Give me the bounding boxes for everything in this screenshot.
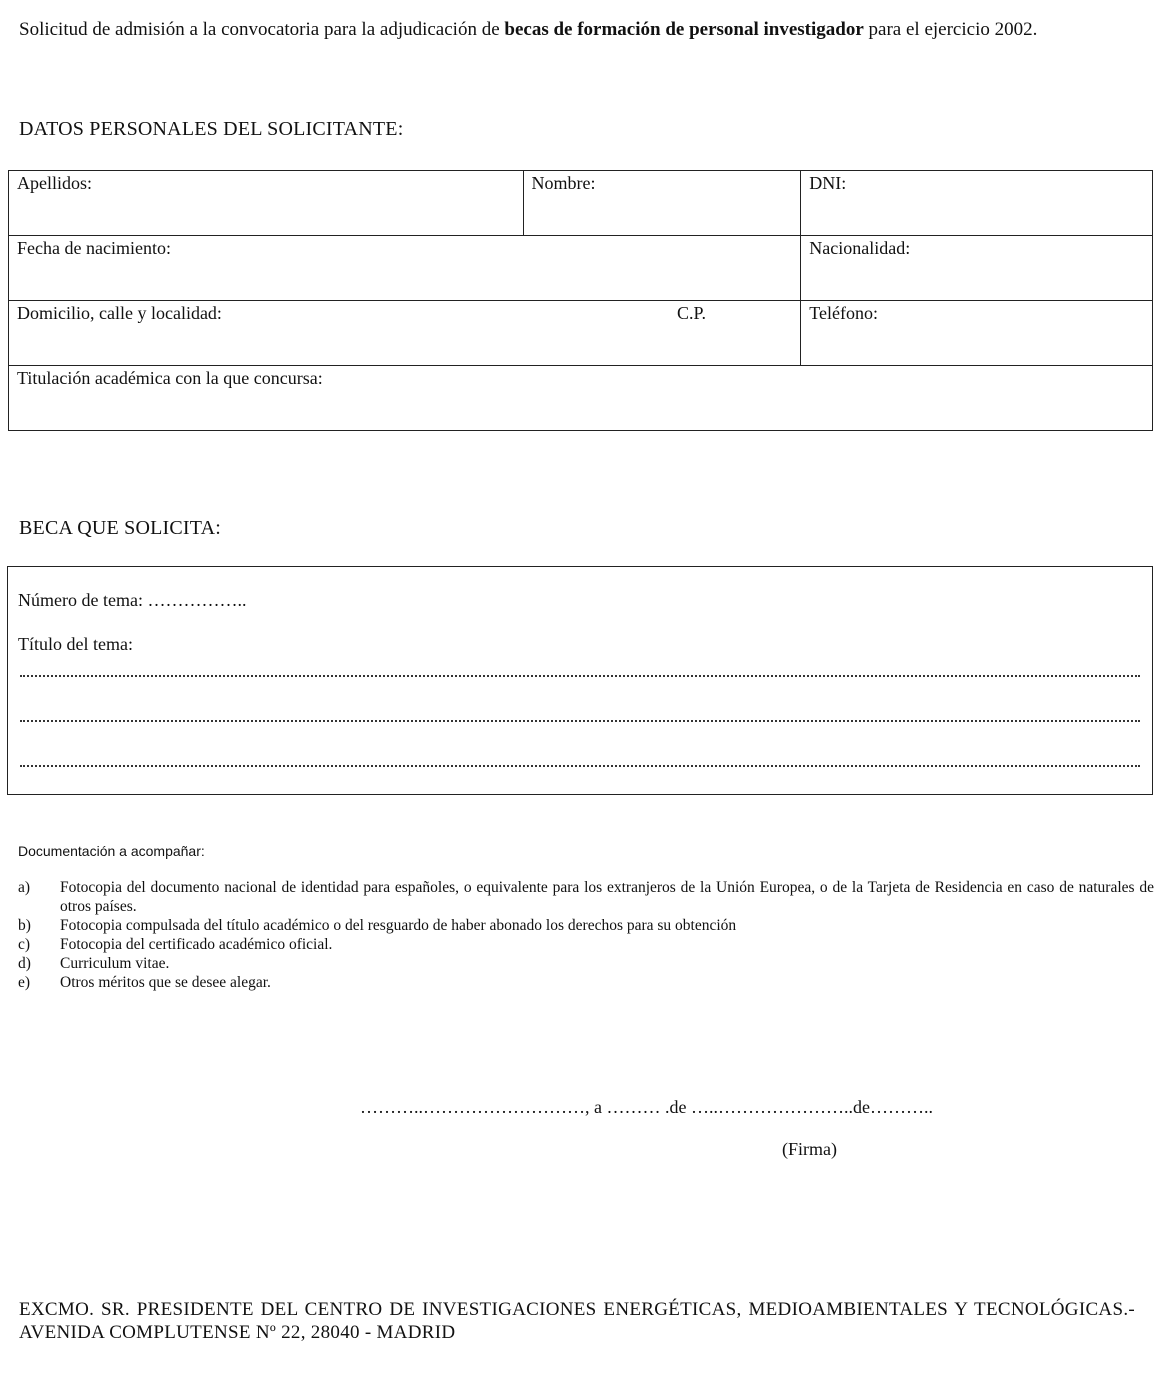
table-row [9, 366, 1153, 431]
documentation-list [18, 878, 1154, 992]
table-row [9, 171, 1153, 236]
intro-text-bold: becas de formación de personal investigador [504, 19, 864, 40]
personal-data-heading: DATOS PERSONALES DEL SOLICITANTE: [19, 118, 404, 140]
titulacion-label: Titulación académica con la que concursa: [17, 368, 323, 388]
apellidos-label: Apellidos: [17, 173, 92, 193]
item-letter: d) [18, 955, 31, 972]
list-item [18, 935, 1154, 954]
fecha-nacimiento-label: Fecha de nacimiento: [17, 238, 171, 258]
intro-text-end: para el ejercicio 2002. [863, 19, 1038, 40]
apellidos-field[interactable] [9, 171, 524, 236]
table-row [9, 301, 1153, 366]
intro-text-start: Solicitud de admisión a la convocatoria para la adjudicación de [19, 19, 505, 40]
list-item [18, 916, 1154, 935]
item-text: Fotocopia del documento nacional de identidad para españoles, o equivalente para los extranjeros de la Unión Europea, o de la Tarjeta de Residencia en caso de naturales de otros países. [60, 879, 1154, 915]
form-intro [19, 18, 1153, 41]
numero-tema-field[interactable]: Número de tema: …………….. [18, 590, 247, 610]
titulo-tema-label: Título del tema: [18, 634, 133, 654]
dni-field[interactable] [801, 171, 1153, 236]
domicilio-label: Domicilio, calle y localidad: [17, 303, 222, 323]
list-item [18, 954, 1154, 973]
documentation-section [18, 843, 1154, 992]
item-text: Fotocopia compulsada del título académico o del resguardo de haber abonado los derechos para su obtención [60, 917, 737, 934]
nombre-label: Nombre: [531, 173, 596, 193]
item-text: Otros méritos que se desee alegar. [60, 974, 271, 991]
nombre-field[interactable] [523, 171, 801, 236]
dni-label: DNI: [809, 173, 847, 193]
personal-data-table [8, 170, 1153, 431]
domicilio-field[interactable] [9, 301, 801, 366]
item-letter: b) [18, 917, 31, 934]
item-letter: a) [18, 879, 31, 896]
documentation-title: Documentación a acompañar: [18, 843, 205, 859]
titulo-tema-line-3[interactable] [20, 765, 1140, 767]
titulacion-field[interactable] [9, 366, 1153, 431]
telefono-field[interactable] [801, 301, 1153, 366]
item-text: Curriculum vitae. [60, 955, 170, 972]
titulo-tema-line-1[interactable] [20, 675, 1140, 677]
fecha-nacimiento-field[interactable] [9, 236, 801, 301]
cp-label: C.P. [677, 303, 707, 323]
list-item [18, 878, 1154, 916]
table-row [9, 236, 1153, 301]
titulo-tema-line-2[interactable] [20, 720, 1140, 722]
place-date-line[interactable]: ………..………………………, a ……… .de …..…………………..de……….. [360, 1097, 933, 1117]
beca-box [7, 566, 1153, 795]
item-text: Fotocopia del certificado académico oficial. [60, 936, 333, 953]
nacionalidad-label: Nacionalidad: [809, 238, 911, 258]
item-letter: e) [18, 974, 31, 991]
telefono-label: Teléfono: [809, 303, 878, 323]
addressee-footer: EXCMO. SR. PRESIDENTE DEL CENTRO DE INVESTIGACIONES ENERGÉTICAS, MEDIOAMBIENTALES Y TECNOLÓGICAS.- AVENIDA COMPLUTENSE Nº 22, 28040 - MADRID [19, 1299, 1135, 1343]
signature-label: (Firma) [782, 1139, 837, 1159]
list-item [18, 973, 1154, 992]
beca-heading: BECA QUE SOLICITA: [19, 517, 221, 539]
nacionalidad-field[interactable] [801, 236, 1153, 301]
item-letter: c) [18, 936, 31, 953]
